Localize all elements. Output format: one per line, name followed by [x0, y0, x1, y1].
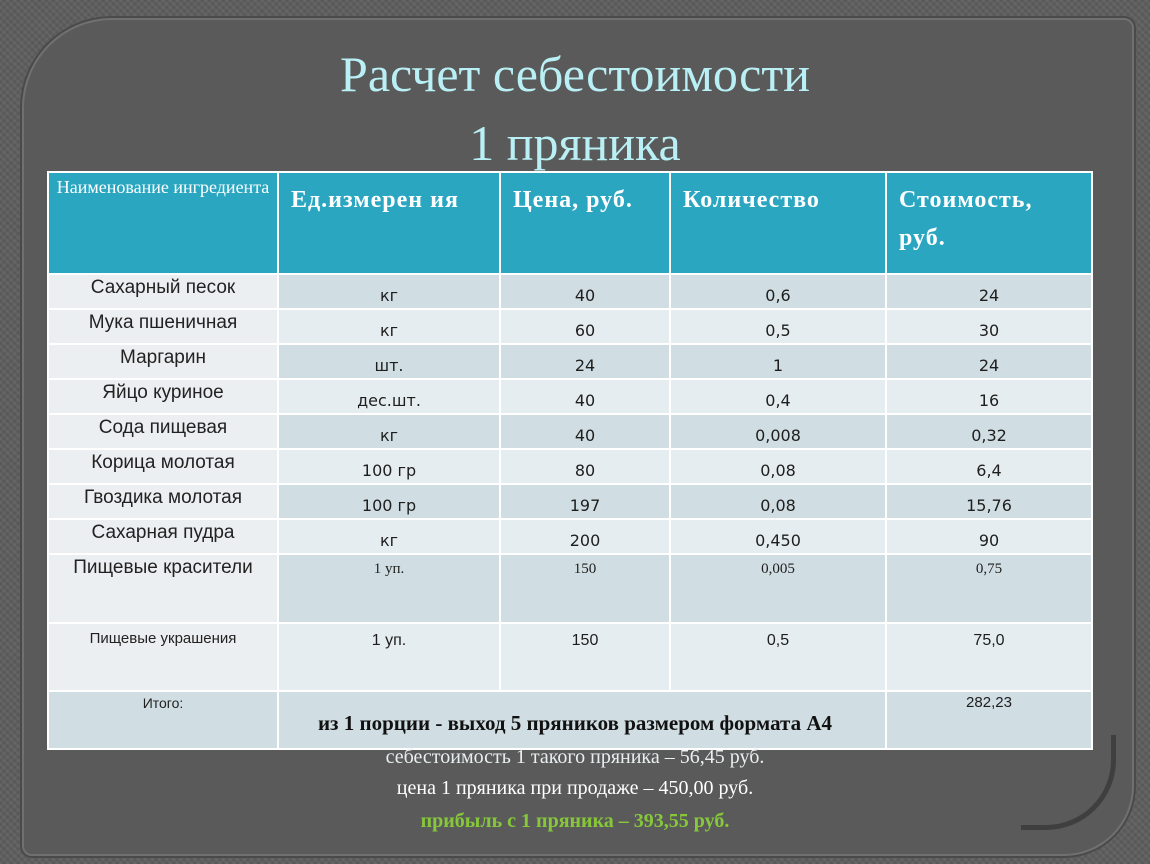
- header-price: Цена, руб.: [500, 172, 670, 274]
- price-cell: 40: [500, 274, 670, 309]
- ingredient-name: Маргарин: [48, 344, 278, 379]
- table-row: [48, 414, 1092, 449]
- table-row: [48, 274, 1092, 309]
- slide-title-line2: 1 пряника: [469, 115, 681, 171]
- cost-cell: 6,4: [886, 449, 1092, 484]
- quantity-cell: 0,5: [670, 623, 886, 691]
- unit-cell: 1 уп.: [278, 623, 500, 691]
- slide-title-line1: Расчет себестоимости: [340, 46, 810, 102]
- quantity-cell: 0,6: [670, 274, 886, 309]
- ingredient-name: Гвоздика молотая: [48, 484, 278, 519]
- unit-cell: шт.: [278, 344, 500, 379]
- table-row: [48, 519, 1092, 554]
- quantity-cell: 0,5: [670, 309, 886, 344]
- ingredient-name: Пищевые украшения: [48, 623, 278, 691]
- ingredient-name: Пищевые красители: [48, 554, 278, 623]
- price-cell: 197: [500, 484, 670, 519]
- quantity-cell: 0,08: [670, 484, 886, 519]
- quantity-cell: 1: [670, 344, 886, 379]
- table-header-row: [48, 172, 1092, 274]
- quantity-cell: 0,450: [670, 519, 886, 554]
- unit-cell: 1 уп.: [278, 554, 500, 623]
- table-row: [48, 554, 1092, 623]
- cost-cell: 24: [886, 274, 1092, 309]
- profit-note: прибыль с 1 пряника – 393,55 руб.: [420, 810, 730, 832]
- table-row: [48, 379, 1092, 414]
- cost-cell: 24: [886, 344, 1092, 379]
- price-cell: 24: [500, 344, 670, 379]
- header-cost: Стоимость, руб.: [886, 172, 1092, 274]
- table-row: [48, 484, 1092, 519]
- ingredient-name: Мука пшеничная: [48, 309, 278, 344]
- unit-cell: кг: [278, 414, 500, 449]
- cost-cell: 75,0: [886, 623, 1092, 691]
- unit-cell: кг: [278, 309, 500, 344]
- cost-cell: 15,76: [886, 484, 1092, 519]
- cost-cell: 16: [886, 379, 1092, 414]
- price-cell: 150: [500, 554, 670, 623]
- quantity-cell: 0,008: [670, 414, 886, 449]
- unit-cell: кг: [278, 274, 500, 309]
- ingredient-name: Яйцо куриное: [48, 379, 278, 414]
- cost-cell: 90: [886, 519, 1092, 554]
- unit-cell: кг: [278, 519, 500, 554]
- total-label: Итого:: [48, 691, 278, 749]
- ingredient-name: Сода пищевая: [48, 414, 278, 449]
- cost-cell: 0,32: [886, 414, 1092, 449]
- table-row: [48, 344, 1092, 379]
- sale-price-note: цена 1 пряника при продаже – 450,00 руб.: [396, 777, 754, 799]
- price-cell: 60: [500, 309, 670, 344]
- unit-cell: 100 гр: [278, 449, 500, 484]
- ingredient-name: Сахарный песок: [48, 274, 278, 309]
- cost-table: [47, 171, 1093, 750]
- table-row: [48, 449, 1092, 484]
- unit-cell: 100 гр: [278, 484, 500, 519]
- cost-cell: 0,75: [886, 554, 1092, 623]
- yield-note: из 1 порции - выход 5 пряников размером формата А4: [317, 711, 833, 735]
- table-row: [48, 309, 1092, 344]
- ingredient-name: Корица молотая: [48, 449, 278, 484]
- ingredient-name: Сахарная пудра: [48, 519, 278, 554]
- cost-cell: 30: [886, 309, 1092, 344]
- quantity-cell: 0,08: [670, 449, 886, 484]
- header-unit: Ед.измерен ия: [278, 172, 500, 274]
- price-cell: 40: [500, 414, 670, 449]
- price-cell: 80: [500, 449, 670, 484]
- table-row: [48, 623, 1092, 691]
- unit-cost-note: себестоимость 1 такого пряника – 56,45 руб.: [385, 746, 765, 768]
- quantity-cell: 0,4: [670, 379, 886, 414]
- price-cell: 200: [500, 519, 670, 554]
- unit-cell: дес.шт.: [278, 379, 500, 414]
- header-quantity: Количество: [670, 172, 886, 274]
- quantity-cell: 0,005: [670, 554, 886, 623]
- total-cost: 282,23: [886, 691, 1092, 749]
- price-cell: 150: [500, 623, 670, 691]
- price-cell: 40: [500, 379, 670, 414]
- header-ingredient: Наименование ингредиента: [48, 172, 278, 274]
